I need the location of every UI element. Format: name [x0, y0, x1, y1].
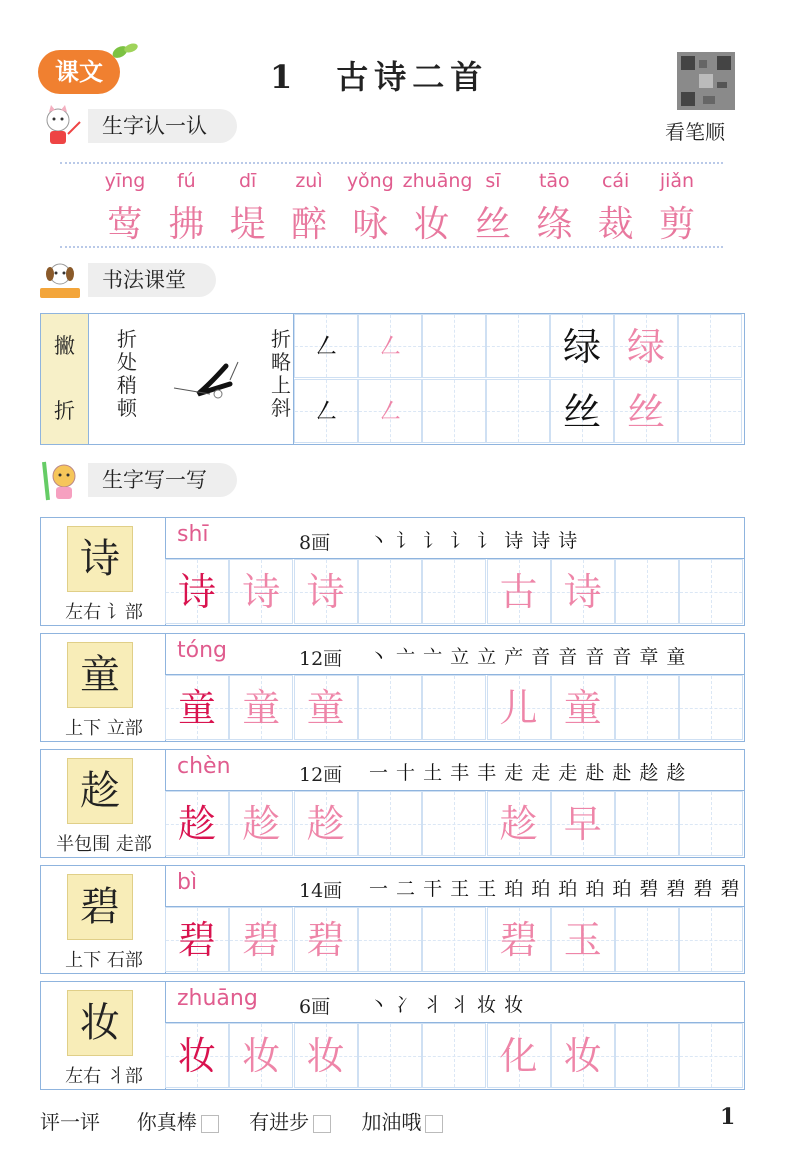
practice-cell[interactable]: [487, 559, 551, 624]
calligraphy-table: [40, 313, 745, 445]
grid-cell[interactable]: [614, 314, 678, 378]
structure-radical: 左右 讠部: [65, 602, 143, 623]
character-block: [40, 633, 745, 742]
option-label: 加油哦: [361, 1110, 422, 1134]
divider: [60, 246, 723, 248]
practice-cell[interactable]: [615, 791, 679, 856]
calligraphy-trace: 丝: [626, 390, 665, 434]
practice-cell[interactable]: [422, 559, 486, 624]
practice-cell[interactable]: [294, 791, 358, 856]
stroke-sequence: 一 十 土 丰 丰 走 走 走 赴 赴 趁 趁: [369, 762, 687, 784]
character-pinyin: shī: [177, 522, 209, 547]
practice-char: 妆: [177, 1034, 216, 1078]
checkbox[interactable]: [313, 1115, 331, 1133]
word-char: 儿: [499, 686, 538, 730]
grid-cell[interactable]: [294, 314, 358, 378]
practice-cell[interactable]: [358, 675, 422, 740]
character-pinyin: tóng: [177, 638, 227, 663]
new-character: 堤: [229, 204, 266, 245]
pinyin: yǒng: [346, 170, 394, 192]
grid-cell[interactable]: [678, 379, 742, 443]
model-character: 妆: [67, 990, 133, 1056]
evaluation-bar: [40, 1106, 467, 1135]
stroke-count: 6画: [299, 996, 331, 1018]
qr-code-icon[interactable]: [677, 52, 735, 110]
practice-cell[interactable]: [615, 1023, 679, 1088]
practice-cell[interactable]: [165, 907, 229, 972]
practice-cell[interactable]: [358, 907, 422, 972]
grid-cell[interactable]: [422, 379, 486, 443]
stroke-sequence: 丶 冫 丬 丬 妆 妆: [369, 994, 525, 1016]
stroke-label: 撇: [54, 334, 75, 358]
practice-cell[interactable]: [551, 1023, 615, 1088]
grid-cell[interactable]: [614, 379, 678, 443]
calligraphy-labels: [41, 314, 89, 444]
practice-cell[interactable]: [229, 1023, 293, 1088]
stroke-order-label: 看笔顺: [665, 120, 725, 144]
stroke-sequence: 丶 讠 讠 讠 讠 诗 诗 诗: [369, 530, 579, 552]
page-title: 1 古诗二首: [270, 58, 489, 96]
practice-cell[interactable]: [679, 675, 743, 740]
section-write: [38, 462, 237, 498]
practice-cell[interactable]: [165, 559, 229, 624]
grid-cell[interactable]: [422, 314, 486, 378]
practice-char: 童: [177, 686, 216, 730]
lesson-badge: 课文: [38, 50, 120, 94]
stroke-label: 折: [54, 399, 75, 423]
model-character: 碧: [67, 874, 133, 940]
grid-cell[interactable]: [550, 379, 614, 443]
practice-cell[interactable]: [229, 907, 293, 972]
practice-cell[interactable]: [679, 907, 743, 972]
structure-radical: 半包围 走部: [56, 834, 152, 855]
word-char: 诗: [563, 570, 602, 614]
pinyin: zhuāng: [402, 170, 473, 192]
character-block: [40, 517, 745, 626]
practice-cell[interactable]: [487, 1023, 551, 1088]
section-title: 生字认一认: [88, 109, 237, 143]
stroke-demo: [88, 314, 294, 444]
practice-cell[interactable]: [615, 675, 679, 740]
word-char: 早: [563, 802, 602, 846]
practice-char: 碧: [177, 918, 216, 962]
practice-cell[interactable]: [422, 907, 486, 972]
checkbox[interactable]: [201, 1115, 219, 1133]
trace-char: 碧: [306, 918, 345, 962]
trace-char: 碧: [242, 918, 281, 962]
word-char: 碧: [499, 918, 538, 962]
character-block: [40, 981, 745, 1090]
new-character: 拂: [168, 204, 205, 245]
practice-cell[interactable]: [165, 1023, 229, 1088]
grid-cell[interactable]: [678, 314, 742, 378]
character-block: [40, 749, 745, 858]
grid-cell[interactable]: [486, 314, 550, 378]
leaf-icon: [110, 40, 140, 60]
word-char: 妆: [563, 1034, 602, 1078]
practice-cell[interactable]: [358, 1023, 422, 1088]
cat-teacher-icon: [38, 104, 82, 148]
stroke-trace: ㇜: [376, 397, 403, 427]
practice-cell[interactable]: [679, 1023, 743, 1088]
pinyin: yīng: [104, 170, 146, 192]
practice-cell[interactable]: [487, 907, 551, 972]
practice-char: 趁: [177, 802, 216, 846]
section-title: 生字写一写: [88, 463, 237, 497]
new-character: 丝: [474, 204, 511, 245]
model-character: 趁: [67, 758, 133, 824]
character-pinyin: zhuāng: [177, 986, 258, 1011]
stroke-sequence: 一 二 干 王 王 珀 珀 珀 珀 珀 碧 碧 碧 碧: [369, 878, 741, 900]
model-character: 诗: [67, 526, 133, 592]
grid-cell[interactable]: [550, 314, 614, 378]
stroke-count: 12画: [299, 648, 343, 670]
stroke-trace: ㇜: [376, 332, 403, 362]
practice-cell[interactable]: [551, 791, 615, 856]
practice-cell[interactable]: [422, 1023, 486, 1088]
practice-cell[interactable]: [294, 559, 358, 624]
character-pinyin: bì: [177, 870, 198, 895]
pinyin: cái: [601, 170, 630, 192]
new-character: 剪: [658, 204, 695, 245]
new-character: 裁: [597, 204, 634, 245]
section-title: 书法课堂: [88, 263, 216, 297]
structure-radical: 左右 丬部: [65, 1066, 143, 1087]
section-recognize: [38, 108, 237, 144]
structure-radical: 上下 立部: [65, 718, 143, 739]
stroke-sequence: 丶 亠 亠 立 立 产 音 音 音 音 章 童: [369, 646, 687, 668]
character-block: [40, 865, 745, 974]
practice-cell[interactable]: [165, 675, 229, 740]
new-character: 莺: [106, 204, 143, 245]
evaluation-label: 评一评: [40, 1110, 100, 1134]
practice-cell[interactable]: [358, 559, 422, 624]
practice-cell[interactable]: [294, 907, 358, 972]
stroke-demo-icon: [158, 358, 258, 402]
pinyin: fú: [176, 170, 196, 192]
page-number: 1: [720, 1104, 736, 1130]
grid-cell[interactable]: [486, 379, 550, 443]
practice-cell[interactable]: [422, 675, 486, 740]
character-pinyin: chèn: [177, 754, 231, 779]
practice-cell[interactable]: [165, 791, 229, 856]
pinyin: jiǎn: [659, 170, 695, 192]
pinyin: dī: [238, 170, 257, 192]
practice-cell[interactable]: [615, 907, 679, 972]
stroke-count: 12画: [299, 764, 343, 786]
practice-cell[interactable]: [551, 907, 615, 972]
practice-cell[interactable]: [679, 559, 743, 624]
new-character: 咏: [352, 204, 389, 245]
structure-radical: 上下 石部: [65, 950, 143, 971]
practice-cell[interactable]: [422, 791, 486, 856]
trace-char: 诗: [306, 570, 345, 614]
practice-cell[interactable]: [358, 791, 422, 856]
practice-cell[interactable]: [229, 559, 293, 624]
trace-char: 趁: [306, 802, 345, 846]
divider: [60, 162, 723, 164]
pinyin: tāo: [538, 170, 570, 192]
pinyin: sī: [485, 170, 501, 192]
practice-cell[interactable]: [551, 675, 615, 740]
word-char: 童: [563, 686, 602, 730]
practice-cell[interactable]: [294, 675, 358, 740]
grid-cell[interactable]: [358, 379, 422, 443]
trace-char: 趁: [242, 802, 281, 846]
trace-char: 诗: [242, 570, 281, 614]
calligraphy-trace: 绿: [626, 325, 665, 369]
word-char: 玉: [563, 918, 602, 962]
practice-cell[interactable]: [615, 559, 679, 624]
pinyin-row: [96, 170, 706, 192]
note-right: 折略上斜: [271, 327, 291, 420]
new-character: 绦: [536, 204, 573, 245]
trace-char: 童: [242, 686, 281, 730]
pinyin: zuì: [295, 170, 323, 192]
practice-cell[interactable]: [487, 675, 551, 740]
note-left: 折处稍顿: [117, 327, 137, 420]
checkbox[interactable]: [425, 1115, 443, 1133]
calligraphy-char: 绿: [562, 325, 601, 369]
grid-cell[interactable]: [294, 379, 358, 443]
trace-char: 妆: [242, 1034, 281, 1078]
word-char: 化: [499, 1034, 538, 1078]
calligraphy-char: 丝: [562, 390, 601, 434]
practice-cell[interactable]: [229, 675, 293, 740]
practice-cell[interactable]: [229, 791, 293, 856]
section-calligraphy: [38, 262, 216, 298]
model-character: 童: [67, 642, 133, 708]
practice-cell[interactable]: [551, 559, 615, 624]
trace-char: 童: [306, 686, 345, 730]
practice-cell[interactable]: [294, 1023, 358, 1088]
option-label: 有进步: [249, 1110, 310, 1134]
character-row: [96, 196, 706, 247]
stroke-sample: ㇜: [312, 397, 339, 427]
cat-pencil-icon: [38, 458, 82, 502]
new-character: 醉: [290, 204, 327, 245]
practice-char: 诗: [177, 570, 216, 614]
stroke-count: 8画: [299, 532, 331, 554]
grid-cell[interactable]: [358, 314, 422, 378]
practice-cell[interactable]: [487, 791, 551, 856]
dog-writing-icon: [38, 258, 82, 302]
option-label: 你真棒: [136, 1110, 197, 1134]
trace-char: 妆: [306, 1034, 345, 1078]
word-char: 古: [499, 570, 538, 614]
practice-cell[interactable]: [679, 791, 743, 856]
stroke-sample: ㇜: [312, 332, 339, 362]
new-character: 妆: [413, 204, 450, 245]
word-char: 趁: [499, 802, 538, 846]
stroke-count: 14画: [299, 880, 343, 902]
